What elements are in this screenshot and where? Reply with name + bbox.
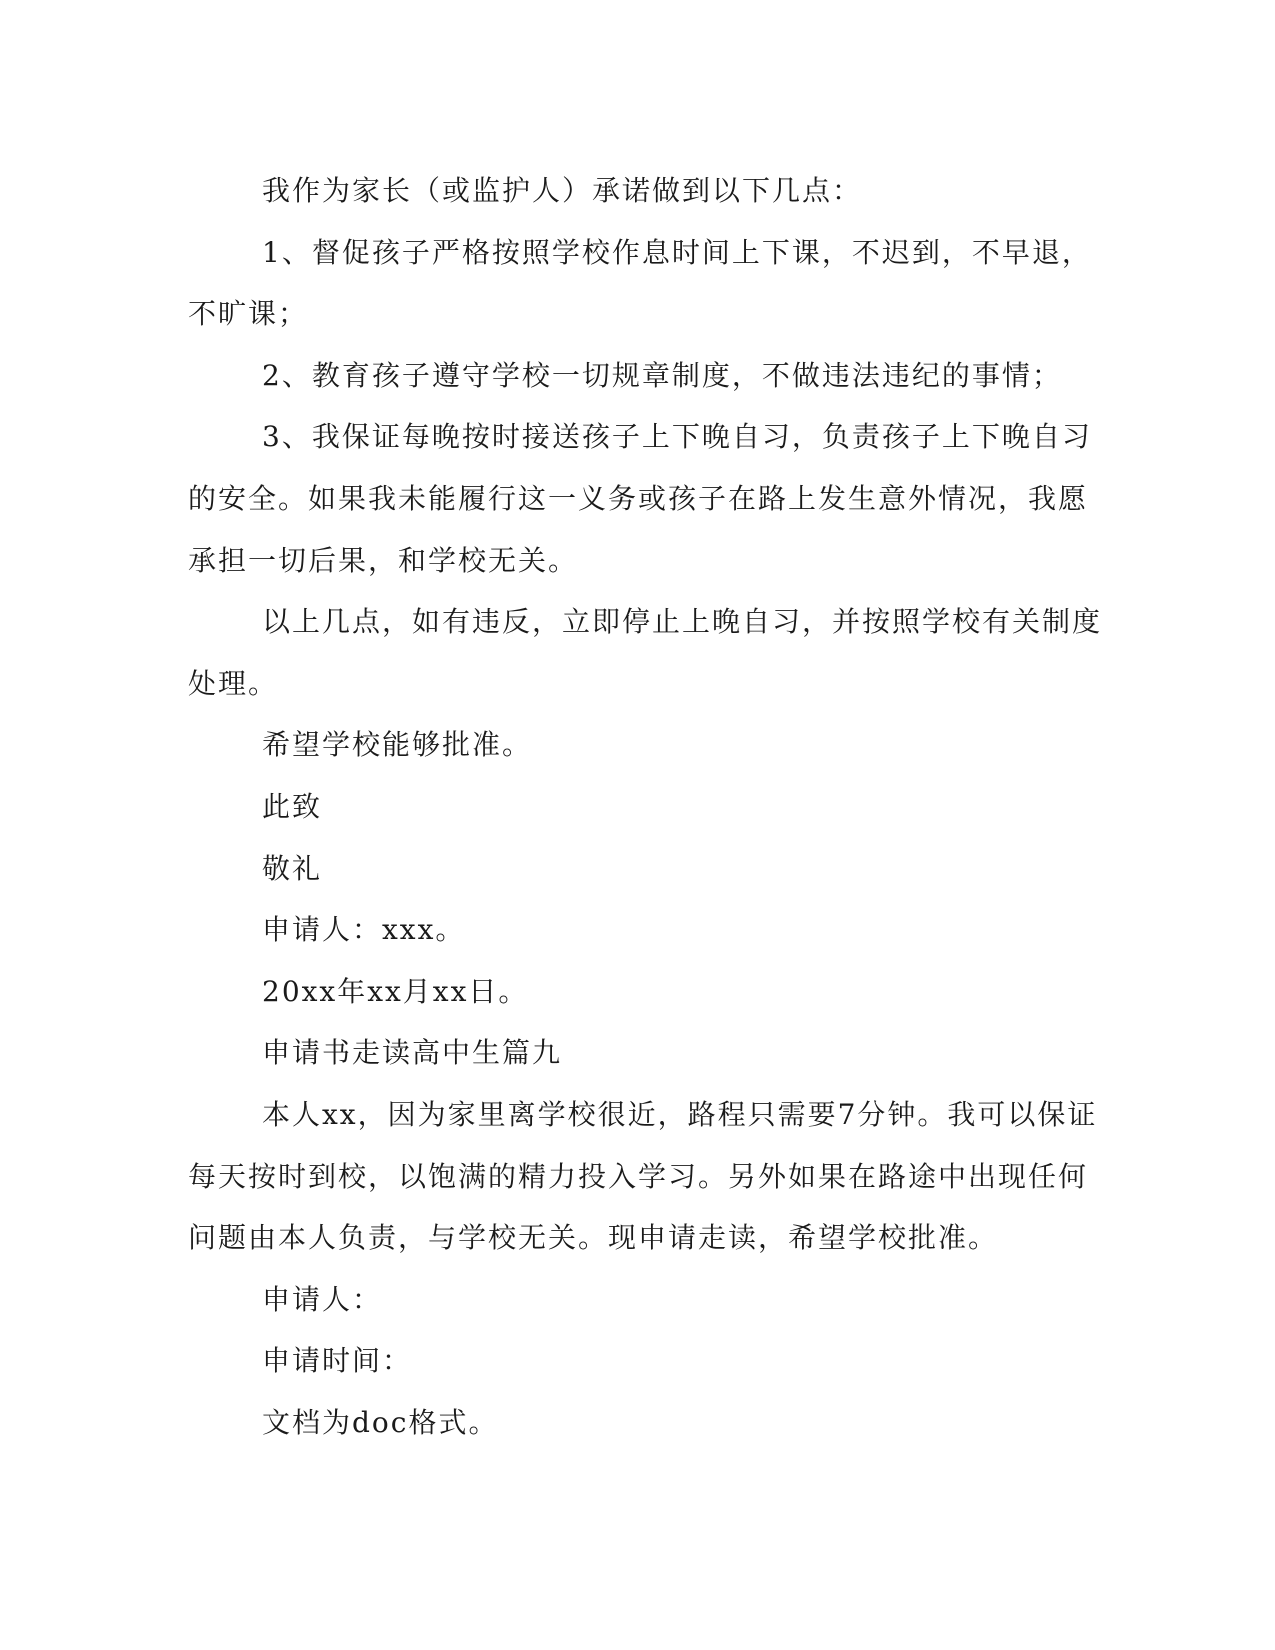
- text-line: 以上几点，如有违反，立即停止上晚自习，并按照学校有关制度: [262, 605, 1103, 639]
- text-line: 申请人：: [262, 1282, 383, 1316]
- text-line: 敬礼: [262, 851, 323, 885]
- text-line: 20xx年xx月xx日。: [262, 974, 529, 1008]
- text-line: 文档为doc格式。: [262, 1405, 499, 1439]
- text-line: 我作为家长（或监护人）承诺做到以下几点：: [262, 174, 863, 207]
- text-line: 处理。: [188, 666, 279, 700]
- text-line: 希望学校能够批准。: [262, 728, 533, 762]
- text-line: 申请时间：: [262, 1344, 413, 1378]
- text-line: 此致: [262, 789, 323, 823]
- text-line: 问题由本人负责，与学校无关。现申请走读，希望学校批准。: [188, 1221, 999, 1255]
- text-line: 不旷课；: [188, 297, 309, 331]
- text-line: 每天按时到校，以饱满的精力投入学习。另外如果在路途中出现任何: [188, 1159, 1089, 1193]
- text-line: 3、我保证每晚按时接送孩子上下晚自习，负责孩子上下晚自习: [262, 420, 1092, 454]
- text-line: 申请书走读高中生篇九: [262, 1036, 563, 1070]
- text-line: 的安全。如果我未能履行这一义务或孩子在路上发生意外情况，我愿: [188, 481, 1089, 515]
- document-body: [188, 160, 1103, 1453]
- text-line: 2、教育孩子遵守学校一切规章制度，不做违法违纪的事情；: [262, 358, 1062, 392]
- text-line: 承担一切后果，和学校无关。: [188, 543, 579, 577]
- text-line: 本人xx，因为家里离学校很近，路程只需要7分钟。我可以保证: [262, 1097, 1098, 1131]
- text-line: 申请人：xxx。: [262, 913, 466, 947]
- text-line: 1、督促孩子严格按照学校作息时间上下课，不迟到，不早退，: [262, 235, 1092, 269]
